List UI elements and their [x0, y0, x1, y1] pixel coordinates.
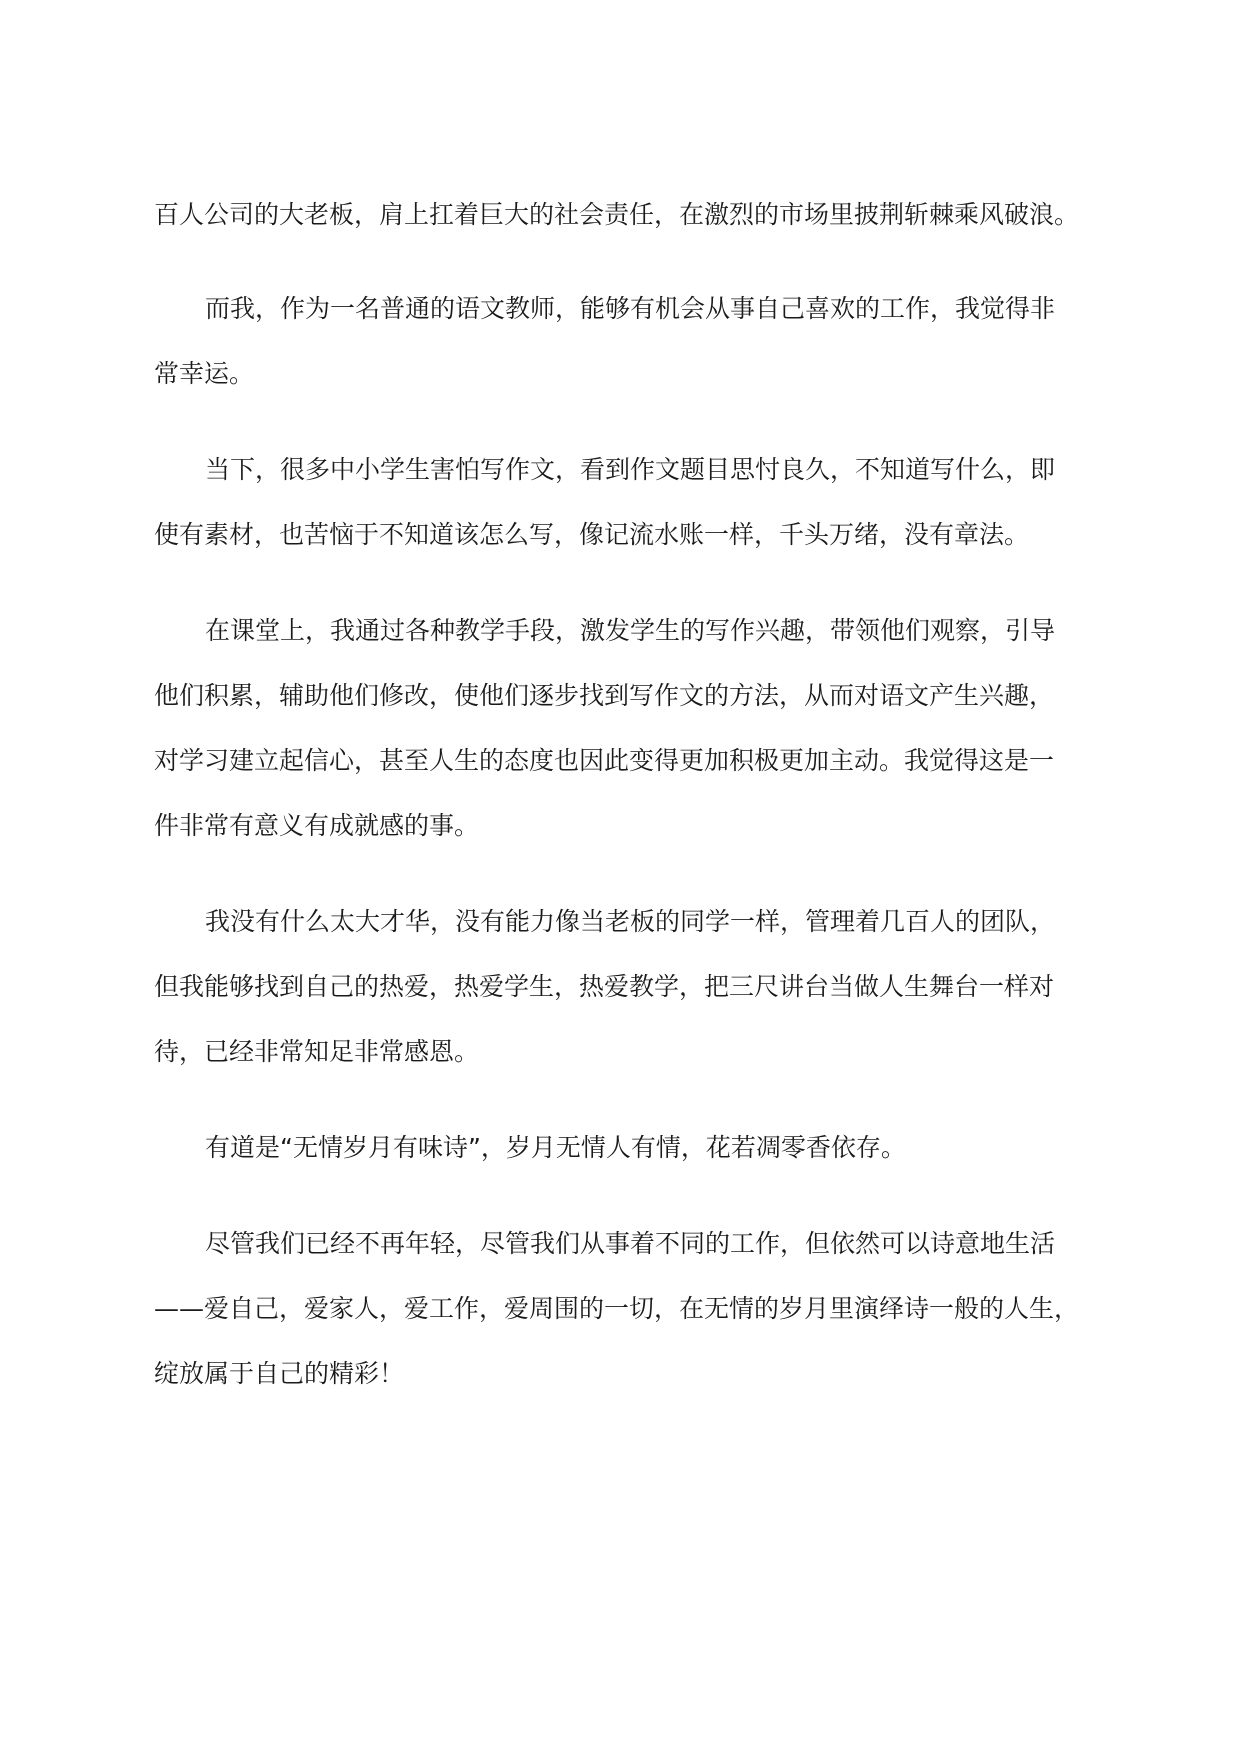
- paragraph-first-line: 有道是“无情岁月有味诗”，岁月无情人有情，花若凋零香依存。: [205, 1133, 906, 1162]
- text-line: 对学习建立起信心，甚至人生的态度也因此变得更加积极更加主动。我觉得这是一: [154, 746, 1055, 775]
- paragraph-first-line: 在课堂上，我通过各种教学手段，激发学生的写作兴趣，带领他们观察，引导: [205, 616, 1056, 645]
- paragraph-first-line: 当下，很多中小学生害怕写作文，看到作文题目思忖良久，不知道写什么，即: [205, 455, 1056, 484]
- text-line: 件非常有意义有成就感的事。: [154, 811, 480, 840]
- text-line: 常幸运。: [154, 359, 255, 388]
- paragraph-first-line: 尽管我们已经不再年轻，尽管我们从事着不同的工作，但依然可以诗意地生活: [205, 1229, 1056, 1258]
- text-line: 使有素材，也苦恼于不知道该怎么写，像记流水账一样，千头万绪，没有章法。: [154, 520, 1030, 549]
- text-line: 待，已经非常知足非常感恩。: [154, 1037, 480, 1066]
- text-line: 绽放属于自己的精彩！: [154, 1359, 405, 1388]
- text-line: 但我能够找到自己的热爱，热爱学生，热爱教学，把三尺讲台当做人生舞台一样对: [154, 972, 1055, 1001]
- paragraph-first-line: 而我，作为一名普通的语文教师，能够有机会从事自己喜欢的工作，我觉得非: [205, 294, 1056, 323]
- text-line: ——爱自己，爱家人，爱工作，爱周围的一切，在无情的岁月里演绎诗一般的人生，: [154, 1294, 1080, 1323]
- text-line: 他们积累，辅助他们修改，使他们逐步找到写作文的方法，从而对语文产生兴趣，: [154, 681, 1055, 710]
- paragraph-first-line: 我没有什么太大才华，没有能力像当老板的同学一样，管理着几百人的团队，: [205, 907, 1056, 936]
- text-line: 百人公司的大老板，肩上扛着巨大的社会责任，在激烈的市场里披荆斩棘乘风破浪。: [154, 200, 1080, 229]
